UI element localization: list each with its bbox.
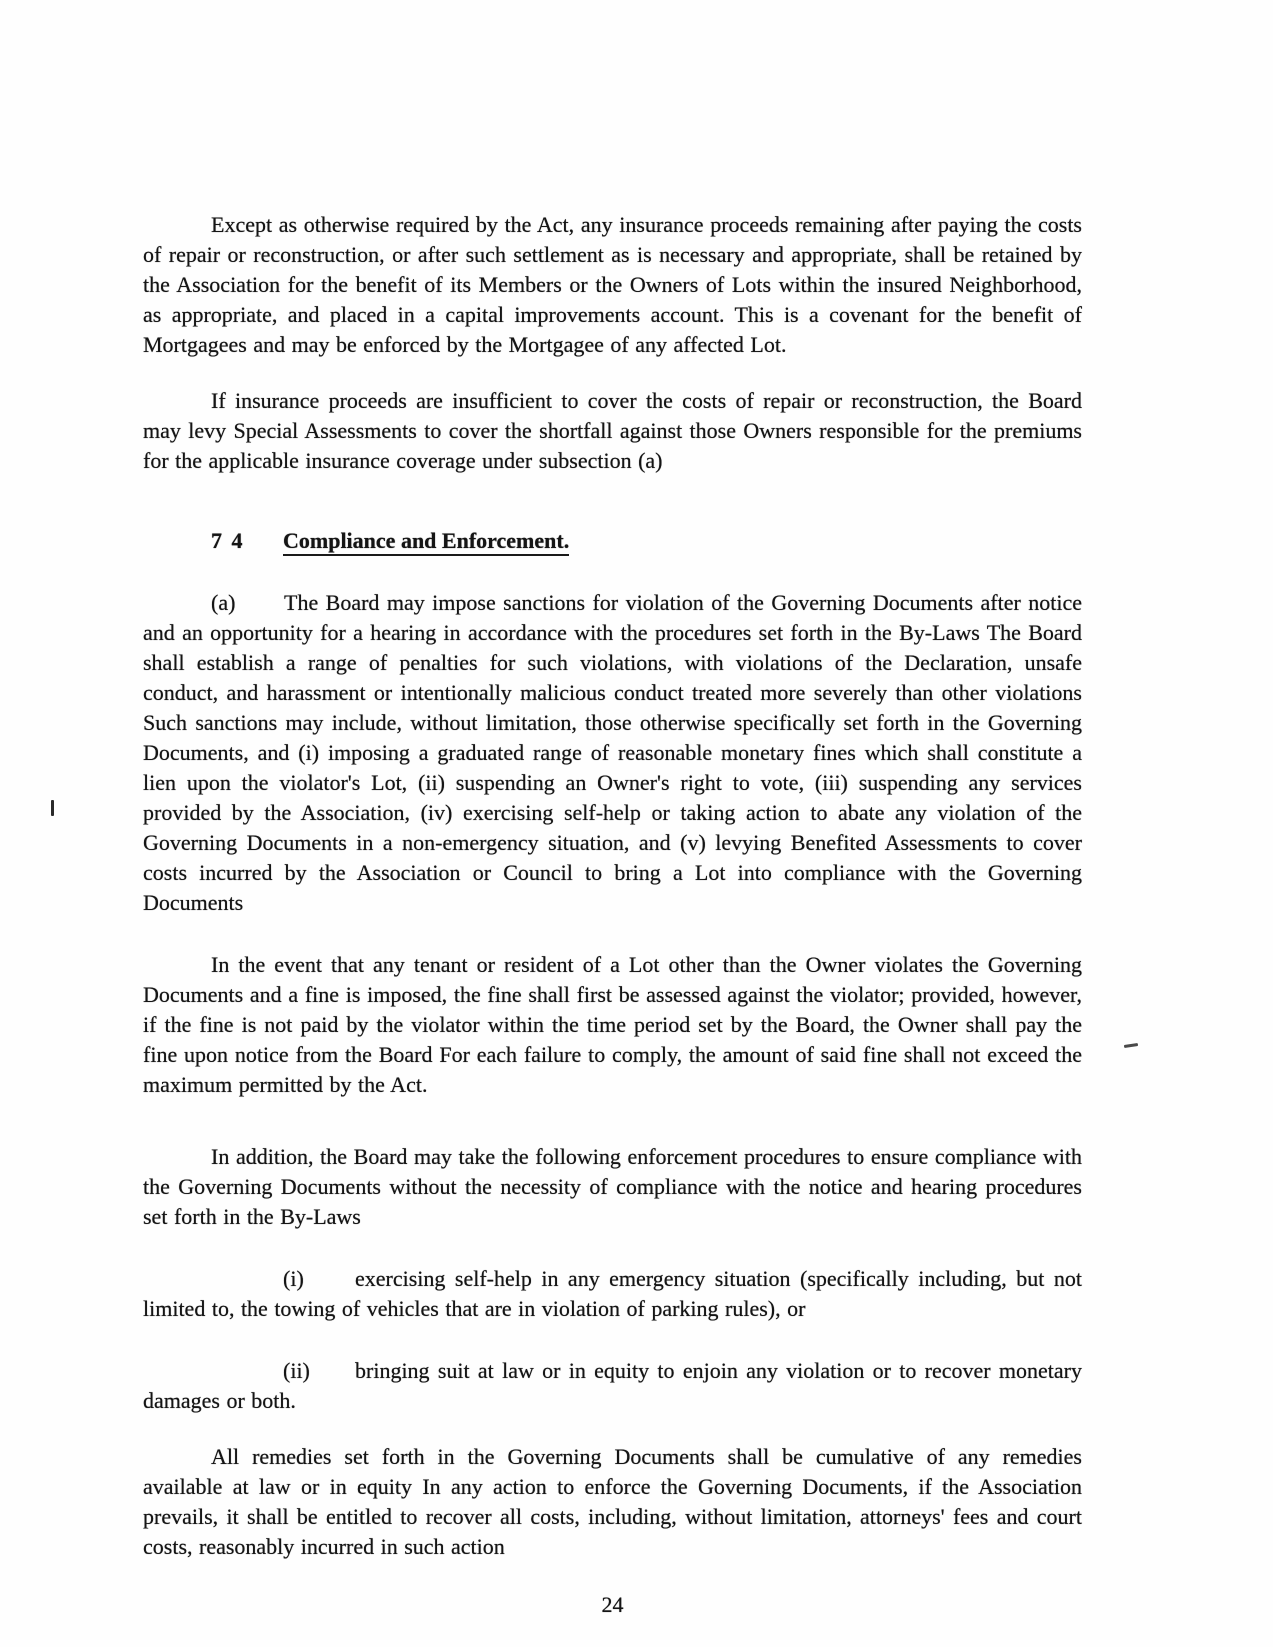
section-heading xyxy=(143,526,1082,556)
list-item-suit xyxy=(143,1356,1082,1416)
paragraph-insurance-surplus: Except as otherwise required by the Act, any insurance proceeds remaining after paying the costs of repair or reconstruction, or after such settlement as is necessary and appropriate, shall be retained by the Association for the benefit of its Members or the Owners of Lots within the insured Neighborhood, as appropriate, and placed in a capital improvements account. This is a covenant for the benefit of Mortgagees and may be enforced by the Mortgagee of any affected Lot. xyxy=(143,212,1082,357)
list-item-suit-text: bringing suit at law or in equity to enjoin any violation or to recover monetary damages or both. xyxy=(143,1358,1082,1413)
paragraph-sanctions-text: The Board may impose sanctions for violation of the Governing Documents after notice and an opportunity for a hearing in accordance with the procedures set forth in the By-Laws The Board shall establish a range of penalties for such violations, with violations of the Declaration, unsafe conduct, and harassment or intentionally malicious conduct treated more severely than other violations Such sanctions may include, without limitation, those otherwise specifically set forth in the Governing Documents, and (i) imposing a graduated range of reasonable monetary fines which shall constitute a lien upon the violator's Lot, (ii) suspending an Owner's right to vote, (iii) suspending any services provided by the Association, (iv) exercising self-help or taking action to abate any violation of the Governing Documents in a non-emergency situation, and (v) levying Benefited Assessments to cover costs incurred by the Association or Council to bring a Lot into compliance with the Governing Documents xyxy=(143,590,1082,915)
paragraph-tenant-fines: In the event that any tenant or resident of a Lot other than the Owner violates the Governing Documents and a fine is imposed, the fine shall first be assessed against the violator; provided, however, if the fine is not paid by the violator within the time period set by the Board, the Owner shall pay the fine upon notice from the Board For each failure to comply, the amount of said fine shall not exceed the maximum permitted by the Act. xyxy=(143,952,1082,1097)
paragraph-enforcement-procedures: In addition, the Board may take the following enforcement procedures to ensure compliance with the Governing Documents without the necessity of compliance with the notice and hearing procedures set forth in the By-Laws xyxy=(143,1144,1082,1229)
list-item-self-help xyxy=(143,1264,1082,1324)
scan-artifact-tick-icon xyxy=(51,800,54,816)
list-item-self-help-text: exercising self-help in any emergency situation (specifically including, but not limited to, the towing of vehicles that are in violation of parking rules), or xyxy=(143,1266,1082,1321)
paragraph-sanctions xyxy=(143,588,1082,918)
document-body xyxy=(143,210,1082,1562)
list-item-self-help-label: (i) xyxy=(283,1266,304,1291)
paragraph-insufficient-proceeds: If insurance proceeds are insufficient to cover the costs of repair or reconstruction, the Board may levy Special Assessments to cover the shortfall against those Owners responsible for the premiums for the applicable insurance coverage under subsection (a) xyxy=(143,388,1082,473)
section-number: 7 4 xyxy=(211,528,245,553)
page-number: 24 xyxy=(601,1592,624,1617)
scan-artifact-dash-icon xyxy=(1124,1043,1138,1048)
section-title: Compliance and Enforcement. xyxy=(283,528,569,556)
paragraph-remedies: All remedies set forth in the Governing Documents shall be cumulative of any remedies available at law or in equity In any action to enforce the Governing Documents, if the Association prevails, it shall be entitled to recover all costs, including, without limitation, attorneys' fees and court costs, reasonably incurred in such action xyxy=(143,1444,1082,1559)
paragraph-sanctions-label: (a) xyxy=(211,590,236,615)
list-item-suit-label: (ii) xyxy=(283,1358,310,1383)
